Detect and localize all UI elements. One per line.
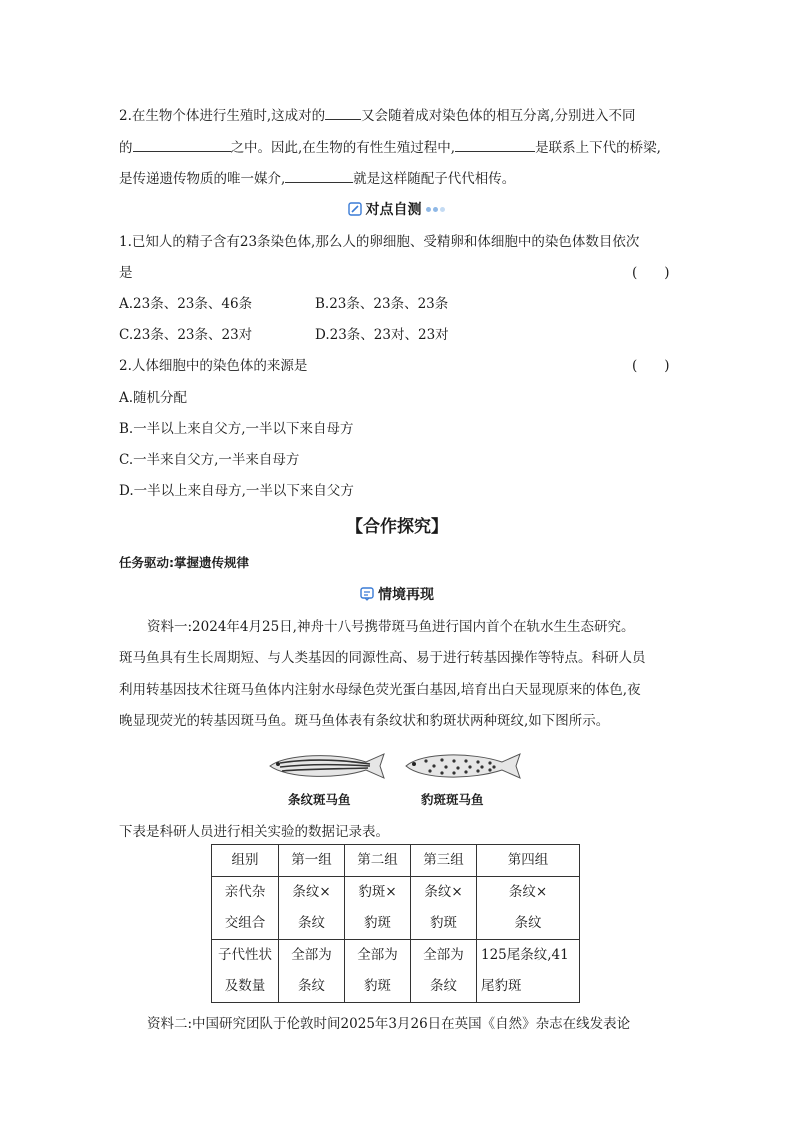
- table-cell: 豹斑× 豹斑: [345, 877, 411, 940]
- q2-option-a[interactable]: A.随机分配: [119, 390, 188, 406]
- table-cell: 全部为 豹斑: [345, 940, 411, 1003]
- pencil-note-icon: [348, 202, 362, 220]
- q1-option-d[interactable]: D.23条、23对、23对: [315, 327, 449, 343]
- q1-stem-line-2: 是: [119, 265, 133, 281]
- task-driver: 任务驱动:掌握遗传规律: [119, 555, 249, 570]
- text: 的: [119, 140, 133, 156]
- material1-line-3: 利用转基因技术往斑马鱼体内注射水母绿色荧光蛋白基因,培育出白天显现原来的体色,夜: [119, 682, 641, 698]
- table-intro: 下表是科研人员进行相关实验的数据记录表。: [119, 824, 389, 840]
- text: 之中。因此,在生物的有性生殖过程中,: [230, 140, 456, 156]
- table-row: [212, 877, 580, 940]
- scene-title: 情境再现: [378, 587, 434, 603]
- table-row: [212, 940, 580, 1003]
- text: 又会随着成对染色体的相互分离,分别进入不同: [361, 108, 636, 124]
- fill-in-line-1: [119, 104, 635, 124]
- material1-line-2: 斑马鱼具有生长周期短、与人类基因的同源性高、易于进行转基因操作等特点。科研人员: [119, 650, 646, 666]
- answer-blank[interactable]: [133, 137, 231, 152]
- table-header-cell: 第三组: [411, 845, 477, 877]
- experiment-table: [211, 844, 580, 1003]
- table-header-cell: 组别: [212, 845, 279, 877]
- table-cell: 子代性状 及数量: [212, 940, 279, 1003]
- fill-in-line-2: [119, 136, 661, 156]
- text: 2.在生物个体进行生殖时,这成对的: [119, 108, 326, 124]
- text: 就是这样随配子代代相传。: [353, 171, 516, 187]
- table-cell: 亲代杂 交组合: [212, 877, 279, 940]
- answer-blank[interactable]: [455, 137, 535, 152]
- answer-blank[interactable]: [325, 105, 361, 120]
- table-cell: 全部为 条纹: [411, 940, 477, 1003]
- scene-header: [0, 584, 794, 605]
- table-cell: 条纹× 条纹: [279, 877, 345, 940]
- text: 是联系上下代的桥梁,: [535, 140, 661, 156]
- q1-option-c[interactable]: C.23条、23条、23对: [119, 327, 253, 343]
- table-cell: 全部为 条纹: [279, 940, 345, 1003]
- q1-stem-line-1: 1.已知人的精子含有23条染色体,那么人的卵细胞、受精卵和体细胞中的染色体数目依次: [119, 234, 640, 250]
- q2-option-b[interactable]: B.一半以上来自父方,一半以下来自母方: [119, 421, 354, 437]
- scene-icon: [360, 587, 374, 605]
- self-test-title: 对点自测: [365, 202, 422, 218]
- material1-line-4: 晚显现荧光的转基因斑马鱼。斑马鱼体表有条纹状和豹斑状两种斑纹,如下图所示。: [119, 713, 610, 729]
- text: 是传递遗传物质的唯一媒介,: [119, 171, 286, 187]
- q2-option-c[interactable]: C.一半来自父方,一半来自母方: [119, 452, 300, 468]
- table-header-row: [212, 845, 580, 877]
- self-test-header: [0, 199, 794, 220]
- fill-in-line-3: [119, 167, 515, 187]
- material2-line-1: 资料二:中国研究团队于伦敦时间2025年3月26日在英国《自然》杂志在线发表论: [147, 1016, 631, 1032]
- table-cell: 条纹× 豹斑: [411, 877, 477, 940]
- table-cell: 125尾条纹,41 尾豹斑: [477, 940, 580, 1003]
- leopard-fish-caption: 豹斑斑马鱼: [421, 792, 484, 807]
- coop-title: 【合作探究】: [346, 517, 448, 537]
- q1-option-a[interactable]: A.23条、23条、46条: [119, 296, 253, 312]
- material1-line-1: 资料一:2024年4月25日,神舟十八号携带斑马鱼进行国内首个在轨水生生态研究。: [147, 619, 635, 635]
- table-cell: 条纹× 条纹: [477, 877, 580, 940]
- q1-option-b[interactable]: B.23条、23条、23条: [315, 296, 449, 312]
- striped-fish-caption: 条纹斑马鱼: [288, 792, 351, 807]
- q2-option-d[interactable]: D.一半以上来自母方,一半以下来自父方: [119, 483, 354, 499]
- leopard-zebrafish-image: [402, 748, 524, 784]
- decor-dots-icon: [426, 200, 447, 216]
- q1-answer-paren[interactable]: ( ): [632, 265, 670, 281]
- q2-answer-paren[interactable]: ( ): [632, 358, 670, 374]
- answer-blank[interactable]: [285, 168, 353, 183]
- table-header-cell: 第一组: [279, 845, 345, 877]
- table-header-cell: 第二组: [345, 845, 411, 877]
- q2-stem: 2.人体细胞中的染色体的来源是: [119, 358, 308, 374]
- table-header-cell: 第四组: [477, 845, 580, 877]
- striped-zebrafish-image: [266, 748, 388, 784]
